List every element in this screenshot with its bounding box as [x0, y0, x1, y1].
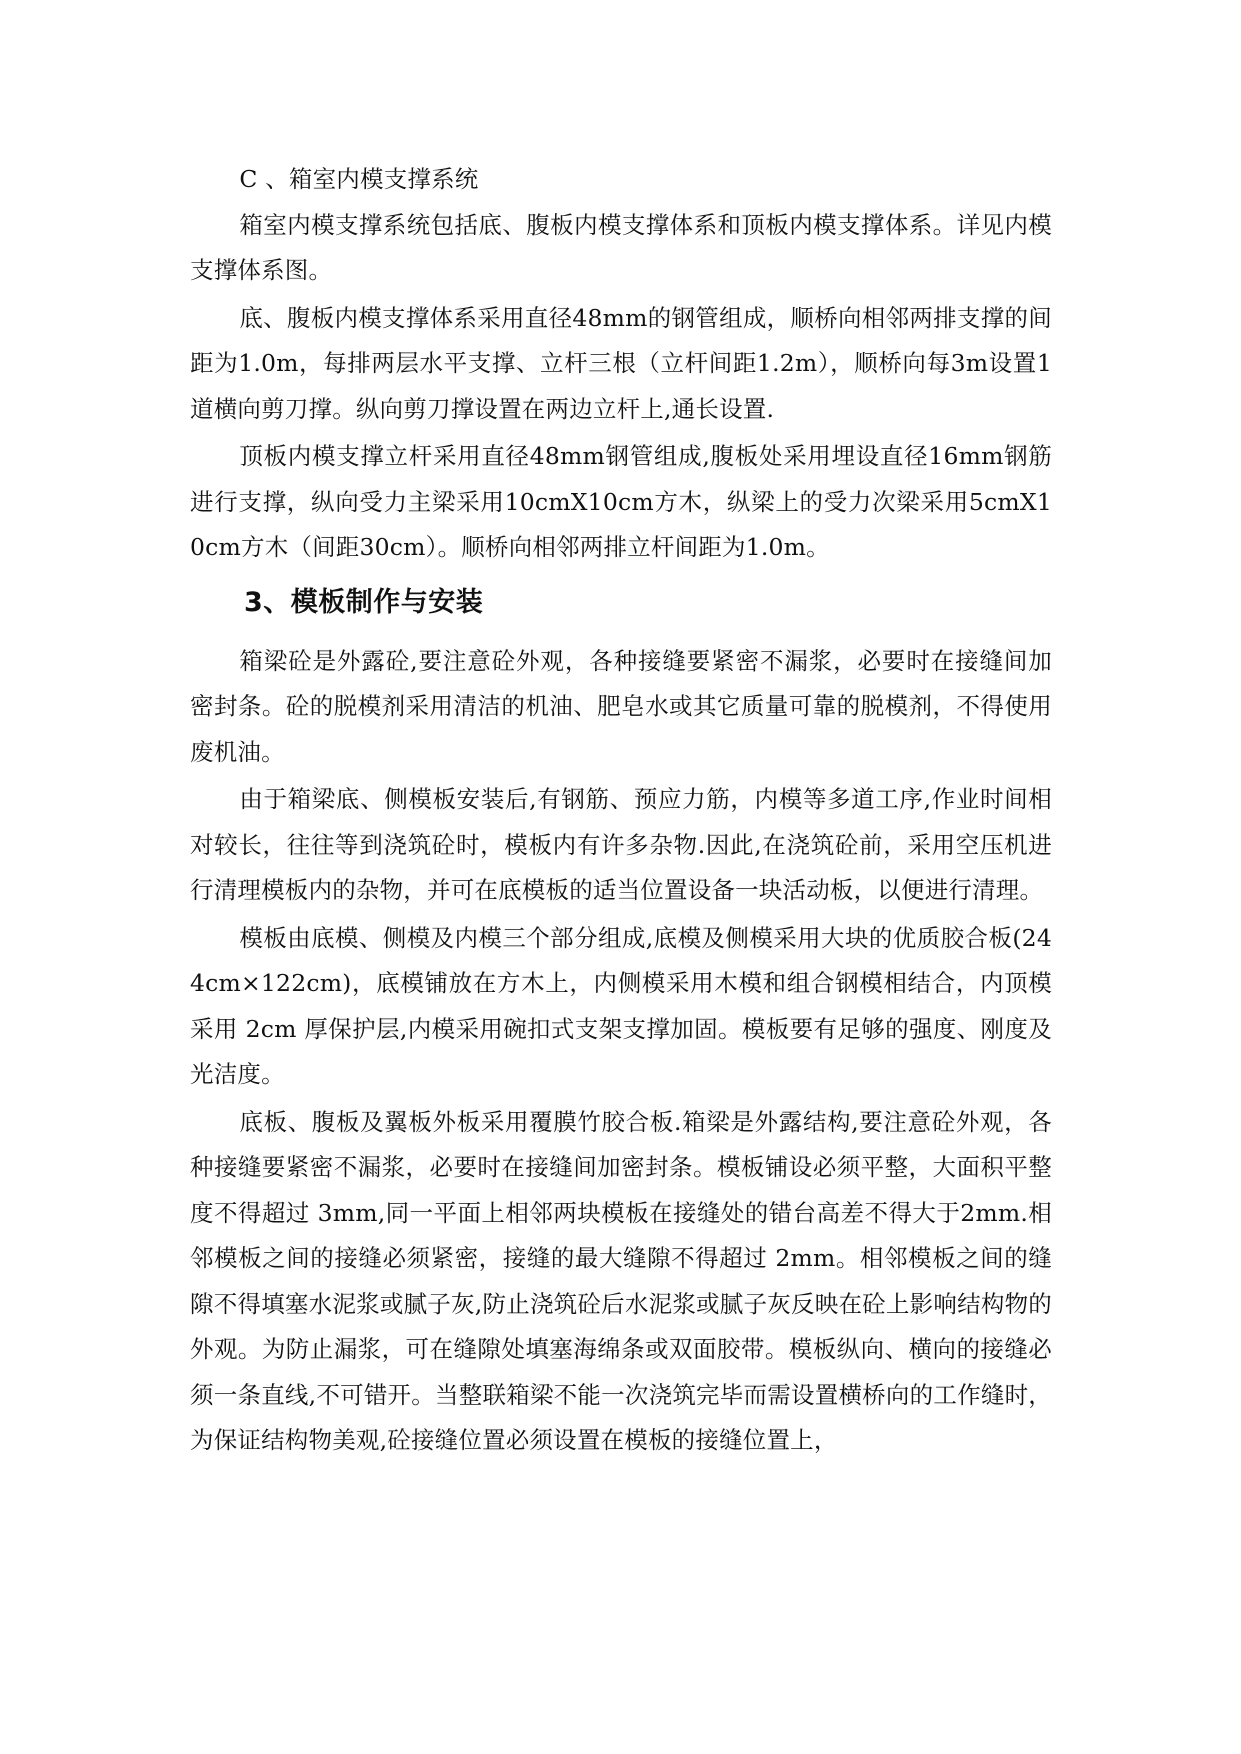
paragraph-cleaning-debris: 由于箱梁底、侧模板安装后,有钢筋、预应力筋，内模等多道工序,作业时间相对较长，往往等到浇筑砼时，模板内有许多杂物.因此,在浇筑砼前，采用空压机进行清理模板内的杂物，并可在底模板的适当位置设备一块活动板，以便进行清理。 [190, 785, 1052, 904]
section-c-title: C 、箱室内模支撑系统 [239, 165, 479, 193]
section-3-heading: 3、模板制作与安装 [244, 586, 484, 618]
paragraph-exposed-concrete: 箱梁砼是外露砼,要注意砼外观，各种接缝要紧密不漏浆，必要时在接缝间加密封条。砼的脱模剂采用清洁的机油、肥皂水或其它质量可靠的脱模剂，不得使用废机油。 [190, 646, 1052, 766]
paragraph-inner-formwork-overview: 箱室内模支撑系统包括底、腹板内模支撑体系和顶板内模支撑体系。详见内模支撑体系图。 [190, 210, 1052, 284]
paragraph-formwork-joints: 底板、腹板及翼板外板采用覆膜竹胶合板.箱梁是外露结构,要注意砼外观，各种接缝要紧密不漏浆，必要时在接缝间加密封条。模板铺设必须平整，大面积平整度不得超过 3mm,同一平面上相邻两块模板在接缝处的错台高差不得大于2mm.相邻模板之间的接缝必须紧密，接缝的最大缝隙不得超过 2mm。相邻模板之间的缝隙不得填塞水泥浆或腻子灰,防止浇筑砼后水泥浆或腻子灰反映在砼上影响结构物的外观。为防止漏浆，可在缝隙处填塞海绵条或双面胶带。模板纵向、横向的接缝必须一条直线,不可错开。当整联箱梁不能一次浇筑完毕而需设置横桥向的工作缝时，为保证结构物美观,砼接缝位置必须设置在模板的接缝位置上， [190, 1107, 1052, 1454]
document-body [190, 157, 1052, 1464]
paragraph-bottom-web-support: 底、腹板内模支撑体系采用直径48mm的钢管组成，顺桥向相邻两排支撑的间距为1.0m，每排两层水平支撑、立杆三根（立杆间距1.2m），顺桥向每3m设置1道横向剪刀撑。纵向剪刀撑设置在两边立杆上,通长设置. [190, 303, 1052, 423]
paragraph-formwork-composition: 模板由底模、侧模及内模三个部分组成,底模及侧模采用大块的优质胶合板(244cm×122cm)，底模铺放在方木上，内侧模采用木模和组合钢模相结合，内顶模采用 2cm 厚保护层,内模采用碗扣式支架支撑加固。模板要有足够的强度、刚度及光洁度。 [190, 923, 1052, 1088]
paragraph-top-slab-support: 顶板内模支撑立杆采用直径48mm钢管组成,腹板处采用埋设直径16mm钢筋进行支撑，纵向受力主梁采用10cmX10cm方木，纵梁上的受力次梁采用5cmX10cm方木（间距30cm）。顺桥向相邻两排立杆间距为1.0m。 [190, 442, 1052, 561]
